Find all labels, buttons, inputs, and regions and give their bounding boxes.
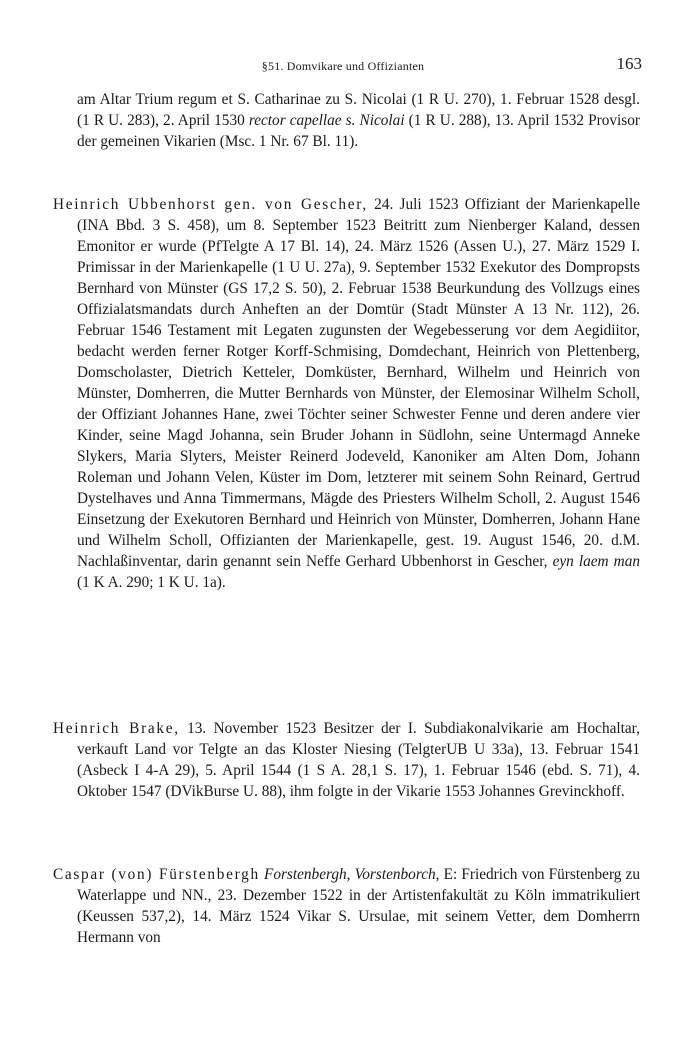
page-number: 163 <box>616 54 642 73</box>
entry-text: Heinrich Brake, 13. November 1523 Besitzer der I. Subdiakonalvikarie am Hochaltar, verkauft Land vor Telgte an das Kloster Niesing (TelgterUB U 33a), 13. Februar 1541 (Asbeck I 4-A 29), 5. April 1544 (1 S A. 28,1 S. 17), 1. Februar 1546 (ebd. S. 71), 4. Oktober 1547 (DVikBurse U. 88), ihm folgte in der Vikarie 1553 Johannes Grevinckhoff. <box>53 720 640 800</box>
quoted-phrase: eyn laem man <box>552 553 640 570</box>
entry-name: Heinrich Ubbenhorst gen. von Gescher, <box>53 196 368 213</box>
entry-heinrich-brake <box>53 718 640 802</box>
latin-phrase: rector capellae s. Nicolai <box>248 112 405 129</box>
entry-name: Heinrich Brake, <box>53 720 180 737</box>
entry-text: am Altar Trium regum et S. Catharinae zu S. Nicolai (1 R U. 270), 1. Februar 1528 desgl. (1 R U. 283), 2. April 1530 rector capellae s. Nicolai (1 R U. 288), 13. April 1532 Provisor der gemeinen Vikarien (Msc. 1 Nr. 67 Bl. 11). <box>77 91 641 150</box>
entry-text: Caspar (von) Fürstenbergh Forstenbergh, Vorstenborch, E: Friedrich von Fürstenberg zu Waterlappe und NN., 23. Dezember 1522 in der Artistenfakultät zu Köln immatrikuliert (Keussen 537,2), 14. März 1524 Vikar S. Ursulae, mit seinem Vetter, dem Domherrn Hermann von <box>53 866 640 946</box>
entry-continuation <box>53 89 640 152</box>
entry-text: Heinrich Ubbenhorst gen. von Gescher, 24. Juli 1523 Offiziant der Marienkapelle (INA Bbd. 3 S. 458), um 8. September 1523 Beitritt zum Nienberger Kaland, dessen Emonitor er wurde (PfTelgte A 17 Bl. 14), 24. März 1526 (Assen U.), 27. März 1529 I. Primissar in der Marienkapelle (1 U U. 27a), 9. September 1532 Exekutor des Dompropsts Bernhard von Münster (GS 17,2 S. 50), 2. Februar 1538 Beurkundung des Vollzugs eines Offizialatsmandats durch Anheften an der Domtür (Stadt Münster A 13 Nr. 112), 26. Februar 1546 Testament mit Legaten zugunsten der Wegebesserung vor dem Aegidiitor, bedacht werden ferner Rotger Korff-Schmising, Domdechant, Heinrich von Plettenberg, Domscholaster, Dietrich Ketteler, Domküster, Bernhard, Wilhelm und Heinrich von Münster, Domherren, die Mutter Bernhards von Münster, der Elemosinar Wilhelm Scholl, der Offiziant Johannes Hane, zwei Töchter seiner Schwester Fenne und deren andere vier Kinder, seine Magd Johanna, sein Bruder Johann in Südlohn, seine Untermagd Anneke Slykers, Maria Slyters, Meister Reinerd Jodeveld, Kanoniker am Alten Dom, Johann Roleman und Johann Velen, Küster im Dom, letzterer mit seinem Sohn Reinard, Gertrud Dystelhaves und Anna Timmermans, Mägde des Priesters Wilhelm Scholl, 2. August 1546 Einsetzung der Exekutoren Bernhard und Heinrich von Münster, Domherren, Johann Hane und Wilhelm Scholl, Offizianten der Marienkapelle, gest. 19. August 1546, 20. d.M. Nachlaßinventar, darin genannt sein Neffe Gerhard Ubbenhorst in Gescher, eyn laem man (1 K A. 290; 1 K U. 1a). <box>53 196 640 591</box>
entry-name: Caspar (von) Fürstenbergh <box>53 866 260 883</box>
running-title: §51. Domvikare und Offizianten <box>261 59 425 73</box>
entry-heinrich-ubbenhorst <box>53 194 640 593</box>
name-variants: Forstenbergh, Vorstenborch <box>263 866 436 883</box>
page-header <box>38 54 648 78</box>
entry-caspar-fuerstenbergh <box>53 864 640 948</box>
